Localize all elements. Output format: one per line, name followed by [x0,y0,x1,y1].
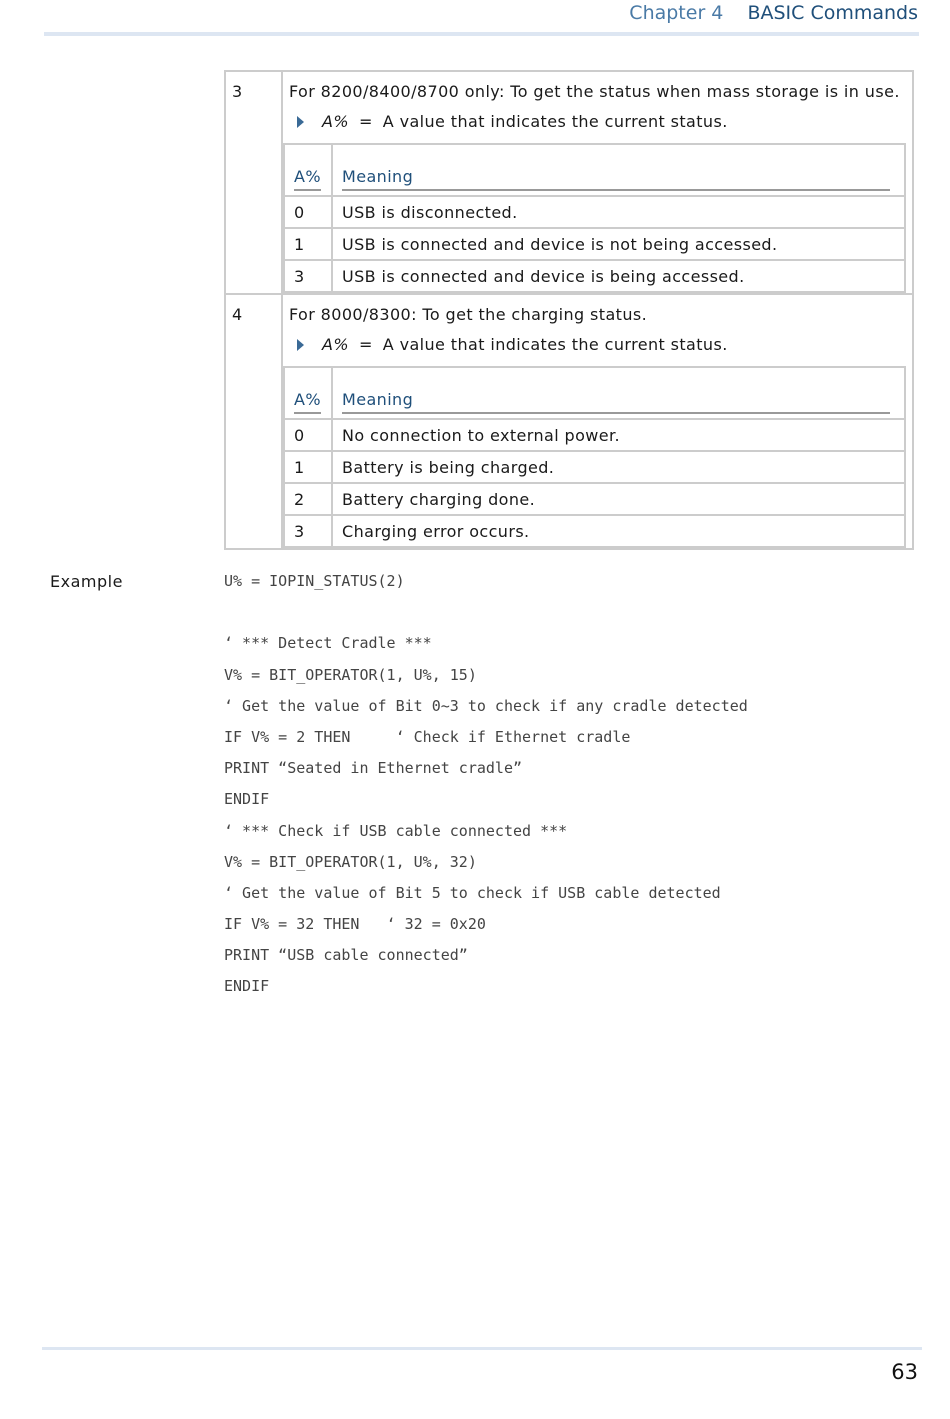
parameter-table [224,70,914,550]
table-row [284,451,905,483]
cell-value: 0 [284,419,332,451]
code-line: ENDIF [224,977,270,996]
header-value: A% [294,390,321,414]
cell-meaning: USB is disconnected. [332,196,905,228]
status-table [283,143,906,293]
status-table-header [284,367,905,419]
triangle-bullet-icon [297,116,304,128]
row-number: 3 [225,71,282,294]
table-row [284,196,905,228]
code-line: ‘ *** Detect Cradle *** [224,634,432,653]
table-row [284,228,905,260]
cell-meaning: Battery is being charged. [332,451,905,483]
example-label: Example [50,572,123,591]
code-line: ‘ Get the value of Bit 5 to check if USB cable detected [224,883,721,902]
footer-divider [42,1347,922,1350]
row-description [282,294,913,549]
code-line: PRINT “Seated in Ethernet cradle” [224,759,523,778]
table-row [284,483,905,515]
return-value-bullet [297,112,906,131]
cell-value: 0 [284,196,332,228]
description-text: For 8200/8400/8700 only: To get the status when mass storage is in use. [289,82,900,101]
cell-value: 2 [284,483,332,515]
code-line: IF V% = 32 THEN ‘ 32 = 0x20 [224,915,486,934]
return-value-bullet [297,335,906,354]
cell-value: 3 [284,515,332,547]
page-number: 63 [891,1360,918,1384]
cell-value: 3 [284,260,332,292]
bullet-text: A value that indicates the current status. [382,112,728,131]
bullet-text: A value that indicates the current status. [382,335,728,354]
table-row [284,260,905,292]
cell-meaning: Battery charging done. [332,483,905,515]
cell-value: 1 [284,451,332,483]
code-line: IF V% = 2 THEN ‘ Check if Ethernet cradle [224,727,631,746]
description-text: For 8000/8300: To get the charging status. [289,305,648,324]
page-header [629,0,918,30]
code-line: ‘ *** Check if USB cable connected *** [224,821,568,840]
cell-meaning: USB is connected and device is being accessed. [332,260,905,292]
table-row [284,419,905,451]
variable-name: A% [322,335,349,354]
code-line: V% = BIT_OPERATOR(1, U%, 15) [224,665,477,684]
section-title: BASIC Commands [747,2,918,24]
table-row [225,294,913,549]
code-line: U% = IOPIN_STATUS(2) [224,572,405,590]
triangle-bullet-icon [297,339,304,351]
code-line: ‘ Get the value of Bit 0~3 to check if any cradle detected [224,696,748,715]
code-line: V% = BIT_OPERATOR(1, U%, 32) [224,852,477,871]
table-row [284,515,905,547]
cell-meaning: Charging error occurs. [332,515,905,547]
cell-value: 1 [284,228,332,260]
table-row [225,71,913,294]
chapter-label: Chapter 4 [629,2,724,24]
cell-meaning: No connection to external power. [332,419,905,451]
variable-name: A% [322,112,349,131]
code-line: ENDIF [224,790,270,809]
equals-sign: = [358,112,373,131]
row-number: 4 [225,294,282,549]
header-meaning: Meaning [342,167,890,191]
cell-meaning: USB is connected and device is not being accessed. [332,228,905,260]
header-divider [44,32,919,36]
code-example [224,572,748,1009]
header-value: A% [294,167,321,191]
equals-sign: = [358,335,373,354]
status-table [283,366,906,548]
row-description [282,71,913,294]
code-line: PRINT “USB cable connected” [224,946,468,965]
status-table-header [284,144,905,196]
code-line [224,603,748,634]
header-meaning: Meaning [342,390,890,414]
